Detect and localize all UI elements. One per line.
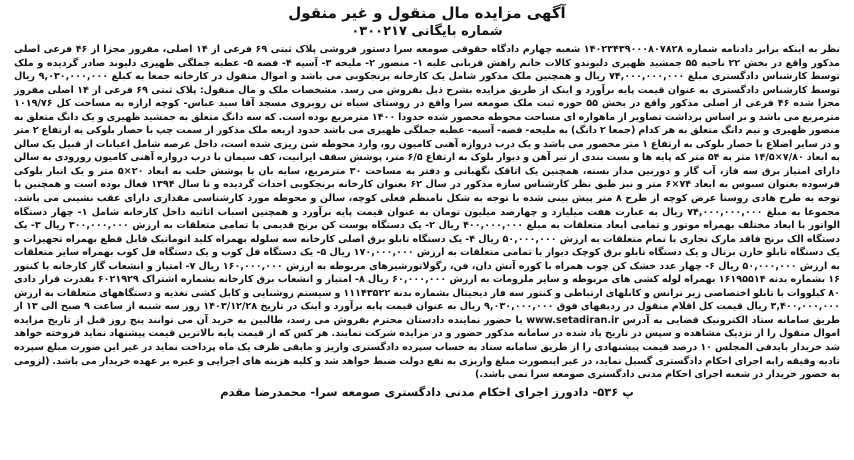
archive-number: شماره بایگانی ۰۳۰۰۲۱۷ [351, 24, 503, 39]
notice-title: آگهی مزایده مال منقول و غیر منقول [288, 4, 566, 22]
notice-signature: پ ۵۳۶- دادورز اجرای احکام مدنی دادگستری صومعه سرا- محمدرضا مقدم [220, 384, 634, 399]
notice-body: نظر به اینکه برابر دادنامه شماره ۱۴۰۲۳۴۳۹۰۰۰۸۰۷۸۲۸ شعبه چهارم دادگاه حقوقی صومعه سرا دستور فروشی پلاک ثبتی ۶۹ فرعی از ۱۴ اصلی، مفروز مجزا از ۴۶ فرعی اصلی مذکور واقع در بخش ۲۲ ناحیه ۵۵ جمشید ظهیری دلیوندو کالات خانم راهش قربانی علیه ۱- منصور ۲- ملیحه ۳- آسیه ۴- فضه ۵- عطیه جملگی ظهیری دلیوند صادر گردیده و ملک توسط کارشناس دادگستری مبلغ ۷۴,۰۰۰,۰۰۰,۰۰۰ ریال و همچنین ملک مذکور شامل یک کارخانه برنجکوبی می باشد و اموال منقول در کارخانه جمعا به کبلغ ۹,۰۳۰,۰۰۰,۰۰۰ ریال توسط کارشناس دادگستری به عنوان قیمت پایه برآورد و اینک از طریق مزایده بشرح ذیل بفروش می رسد. مشخصات ملک و مال منقول: پلاک ثبتی ۶۹ فرعی از ۱۴ اصلی مفروز مجزا شده ۴۶ فرعی از اصلی مذکور واقع در بخش ۵۵ حوزه ثبت ملک صومعه سرا واقع در روستای سیاه تن روبروی مسجد آقا سید عباس- کوچه ارازه به مساحت کل ۱۰۱۹/۷۶ مترمربع می باشد و بر اساس برداشت تصاویر از ماهواره ای مساحت محوطه محصور شده حدودا ۱۴۰۰ مترمربع بوده است. که سه دانگ متعلق به جمشید ظهیری و یک دانگ متعلق به منصور ظهیری و نیم دانگ متعلق به هر کدام (جمعا ۲ دانگ) به ملیحه- فضه- آسیه- عطیه جملگی ظهیری می باشد حدود اربعه ملک مذکور از سمت چپ با حصار بلوکی به ارتفاع ۲ متر و در سایر اضلاع با حصار بلوکی به ارتفاع ۱ متر محصور می باشد و یک درب دروازه آهنی کامیون رو، وارد محوطه شن ریزی شده است، داخل عرصه شامل اعیانات از قبیل یک سالن به ابعاد ۷/۸۰×۱۴/۵ متر به ۵۴ متر که پایه ها و بست بندی از تیر آهن و دیوار بلوک به ارتفاع ۶/۵ متر، پوشش سقف ایرانیت، کف سیمان با درب دروازه آهنی کامیون رورودی به سالن دارای امتیاز برق سه فاز، آب گاز و دوربین مدار بسته، همچنین یک اتاقک نگهبانی و دفتر به مساحت ۳۰ مترمربع، سایه بان با پوشش حلب به ابعاد ۲۰×۵ متر و یک انبار بلوکی فرسوده بعنوان سبوس به ابعاد ۷۴×۶ متر و نیز طبق نظر کارشناس سازه مذکور در سال ۶۲ بعنوان کارخانه برنجکوبی احداث گردیده و تا سال ۱۳۹۴ فعال بوده است و همچنین با توجه به طرح هادی روستا عرض کوچه از طرح ۸ متر پیش بینی شده با توجه به شکل نامنظم فعلی کوچه، سالن و محوطه مورد کارشناسی مقداری دارای عقب نشینی می باشد. مجموعا به مبلغ ۷۴,۰۰۰,۰۰۰,۰۰۰ ریال به عبارت هفت میلیارد و چهارصد میلیون تومان به عنوان قیمت پایه برآورد و همچنین اسباب اثاثیه داخل کارخانه شامل ۱- چهار دستگاه الواتور با ابعاد مختلف بهمراه موتور و تمامی ابعاد متعلقات به مبلغ ۴۰۰,۰۰۰,۰۰۰ ریال ۲- یک دستگاه پوست کن برنج قدیمی با تمامی متعلقات به ارزش ۳۰۰,۰۰۰,۰۰۰ ریال ۳- یک دستگاه الک برنج فاقد مارک تجاری با تمام متعلقات به ارزش ۵۰,۰۰۰,۰۰۰ ریال ۴- یک دستگاه تابلو برق اصلی کارخانه سه سلوله بهمراه کلید اتوماتیک قابل قطع بهمراه تجهیزات و یک دستگاه تابلو خازن برنال و یک دستگاه تابلو برق کوچک دیوار با تمامی متعلقات به ارزش ۱۷۰,۰۰۰,۰۰۰ ریال ۵- یک دستگاه فل کوب و یک دستگاه فل کوب بهمراه سایر متعلقات به ارزش ۵۰,۰۰۰,۰۰۰ ریال ۶- چهار عدد خشک کن چوب همراه با کوره آتش دان، فن، رگولاتورشیرهای مربوطه به ارزش ۱۶۰,۰۰۰,۰۰۰ ریال ۷- امتیاز و انشعاب گاز کارخانه با کنتور ۱۶ بشماره بدنه ۱۶۱۹۵۵۱۴ بهمراه لوله کشی های مربوطه و سایر ملزومات به ارزش ۶۰,۰۰۰,۰۰۰ ریال ۸- امتیاز و انشعاب برق کارخانه بشماره اشتراک ۶۰۲۱۹۲۹ بقدرت قرار دادی ۸۰ کیلووات با تابلو اختصاصی زیر ترانس و کابلهای ارتباطی و کنتور سه فاز دیجیتال بشماره بدنه ۱۱۱۴۳۵۲۲ و سیستم روشنایی و کابل کشی تغذیه و دستگاههای متعلقات به ارزش ۳,۴۰۰,۰۰۰,۰۰۰ ریال قیمت کل اقلام منقول در ردیفهای فوق ۹,۰۳۰,۰۰۰,۰۰۰ ریال به عنوان قیمت پایه برآورد و اینک در تاریخ ۱۴۰۳/۱۲/۲۸ روز سه شنبه از ساعت ۹ صبح الی ۱۳ از طریق سامانه ستاد الکترونیک قضایی به آدرس www.setadiran.ir با حضور نماینده دادستان محترم بفروش می رسد، طالبین به خرید آن می توانند پنج روز قبل از تاریخ مزایده اموال منقول را از نزدیک مشاهده و سپس در تاریخ یاد شده در سامانه مذکور حضور و در مزایده شرکت نمایند. هر کس که از قیمت پایه بالاترین قیمت پیشنهاد نماید فروخته خواهد شد خریدار بایدفی المجلس ۱۰ درصد قیمت پیشنهادی را از طریق سامانه ستاد به حساب سپرده دادگستری واریز و مابقی ظرف یک ماه پرداخت نماید در غیر این صورت مبلغ سپرده تادیه وقیقه رابه اجرای احکام دادگستری گسیل نماید، در غیر اینصورت مبلغ واریزی به نفع دولت ضبط خواهد شد و کلیه هزینه های اجرایی و غیره بر عهده خریدار می باشد. (لزومی به حضور خریدار در شعبه اجرای احکام مدنی دادگستری صومعه سرا نمی باشد.) [14, 44, 841, 381]
